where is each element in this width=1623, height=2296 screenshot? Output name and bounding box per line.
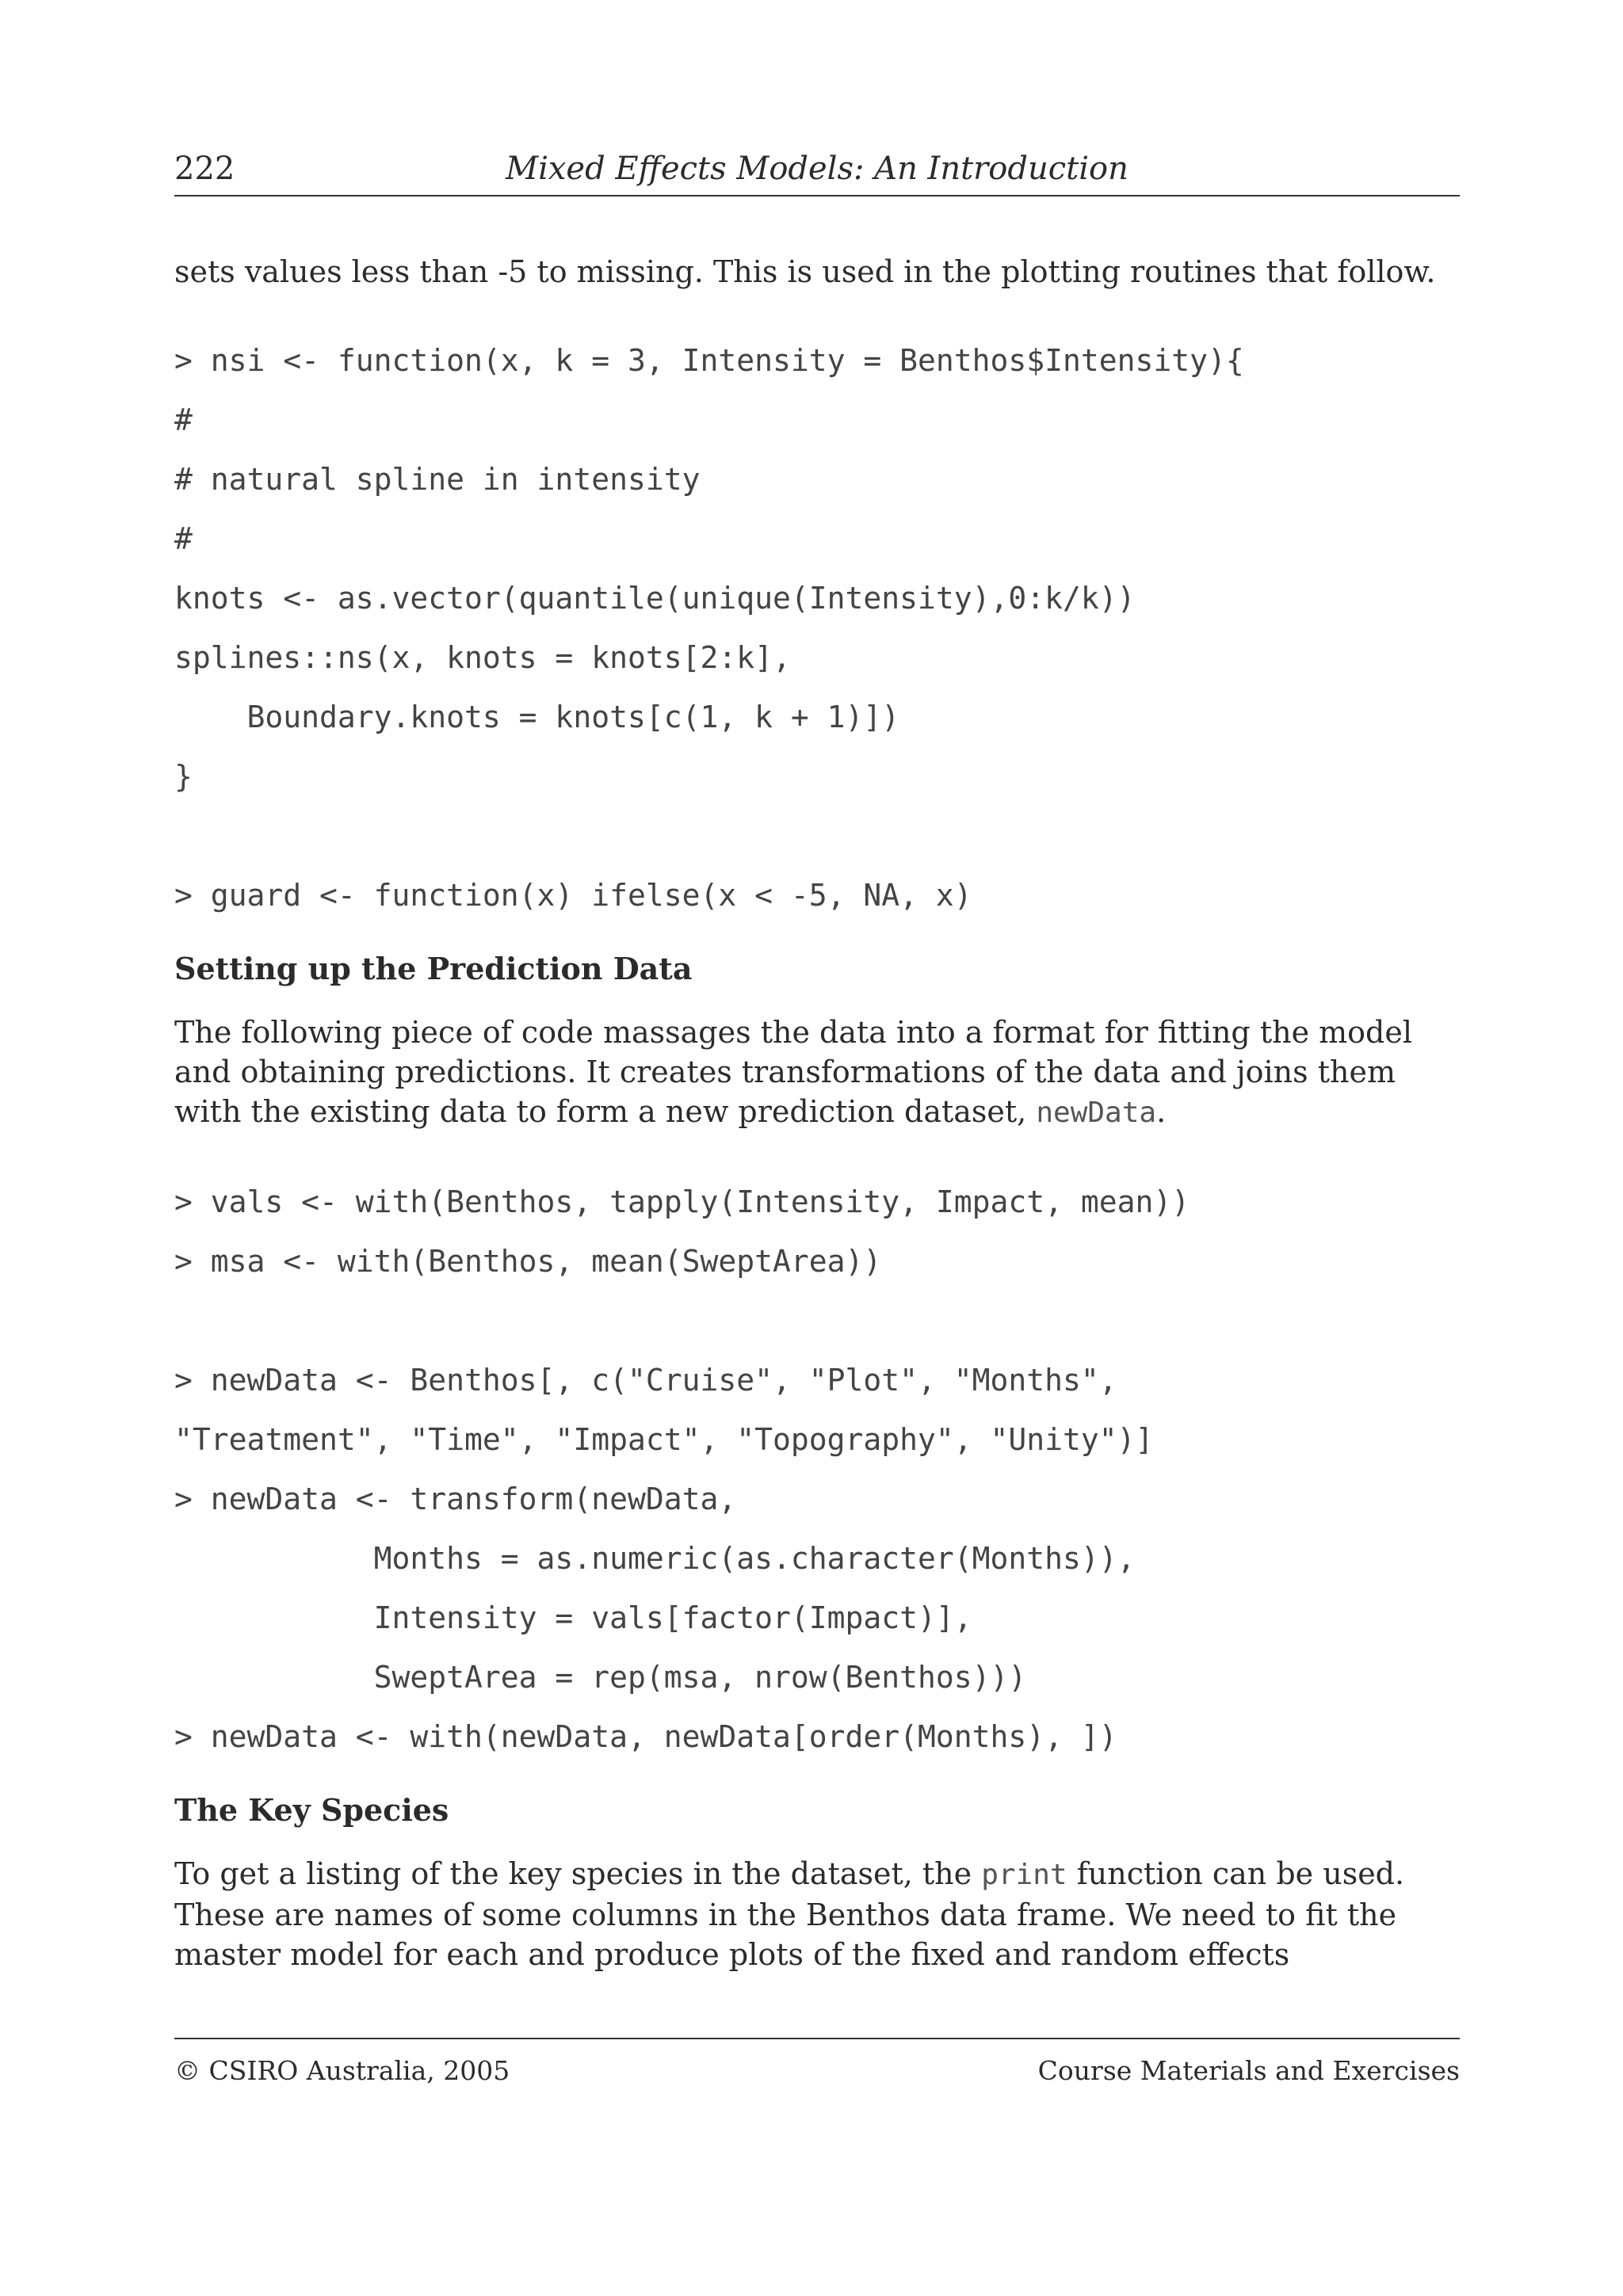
- code-line: Months = as.numeric(as.character(Months)),: [174, 1541, 1136, 1576]
- paragraph-text: To get a listing of the key species in the dataset, the: [174, 1856, 982, 1891]
- section1-paragraph: [174, 1013, 1460, 1133]
- code-line: SweptArea = rep(msa, nrow(Benthos))): [174, 1660, 1027, 1695]
- paragraph-text: function can be used. These are names of some columns in the Benthos data frame. We need to fit the master model for each and produce plots of the fixed and random effects: [174, 1856, 1405, 1972]
- inline-code-newdata: newData: [1036, 1097, 1157, 1129]
- page-content: [174, 252, 1460, 1974]
- section-heading-key-species: The Key Species: [174, 1792, 449, 1828]
- copyright-notice: © CSIRO Australia, 2005: [174, 2055, 510, 2086]
- code-line: > newData <- with(newData, newData[order(Months), ]): [174, 1719, 1117, 1754]
- inline-code-print: print: [981, 1859, 1067, 1891]
- code-line: > vals <- with(Benthos, tapply(Intensity, Impact, mean)): [174, 1184, 1190, 1219]
- code-line: > msa <- with(Benthos, mean(SweptArea)): [174, 1244, 882, 1279]
- code-line: Intensity = vals[factor(Impact)],: [174, 1600, 972, 1635]
- code-line: splines::ns(x, knots = knots[2:k],: [174, 640, 791, 675]
- code-block-nsi: [174, 331, 1460, 807]
- paragraph-text: The following piece of code massages the data into a format for fitting the model and obtaining predictions. It creates transformations of the data and joins them with the existing data to form a new prediction dataset,: [174, 1015, 1413, 1129]
- code-block-newdata: [174, 1351, 1460, 1767]
- code-line: #: [174, 402, 193, 437]
- code-line: "Treatment", "Time", "Impact", "Topography", "Unity")]: [174, 1422, 1154, 1457]
- code-line: > newData <- Benthos[, c("Cruise", "Plot", "Months",: [174, 1363, 1117, 1398]
- running-title: Mixed Effects Models: An Introduction: [506, 151, 1128, 187]
- code-line: #: [174, 521, 193, 556]
- code-line: knots <- as.vector(quantile(unique(Intensity),0:k/k)): [174, 581, 1136, 616]
- code-line: Boundary.knots = knots[c(1, k + 1)]): [174, 700, 900, 734]
- page-header: [174, 151, 1460, 196]
- paragraph-text: .: [1156, 1094, 1167, 1129]
- footer-course-label: Course Materials and Exercises: [1037, 2055, 1460, 2086]
- section2-paragraph: [174, 1854, 1460, 1974]
- page-number: 222: [174, 151, 235, 187]
- intro-line: sets values less than -5 to missing. This is used in the plotting routines that follow.: [174, 254, 1436, 289]
- page-footer: [174, 2038, 1460, 2100]
- code-guard: > guard <- function(x) ifelse(x < -5, NA, x): [174, 878, 972, 913]
- code-line: > newData <- transform(newData,: [174, 1482, 737, 1516]
- code-line: # natural spline in intensity: [174, 462, 701, 497]
- section-heading-prediction-data: Setting up the Prediction Data: [174, 951, 693, 986]
- code-block-vals: [174, 1173, 1460, 1291]
- code-line: > nsi <- function(x, k = 3, Intensity = Benthos$Intensity){: [174, 343, 1244, 378]
- code-line: }: [174, 759, 193, 794]
